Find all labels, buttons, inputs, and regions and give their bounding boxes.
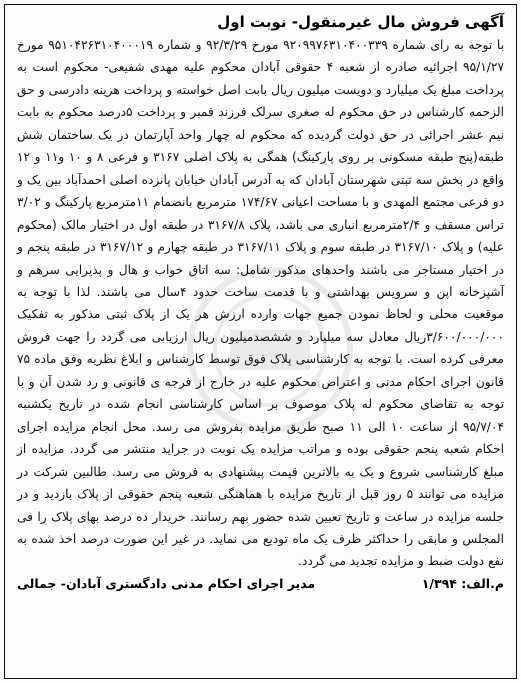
notice-signature: مدیر اجرای احکام مدنی دادگستری آبادان- جمالی [17,575,316,591]
notice-footer [17,573,504,595]
notice-reference: م.الف: ۱/۳۹۴ [421,575,504,591]
notice-frame [4,4,517,679]
notice-body: با توجه به رای شماره ۹۲۰۹۹۷۶۳۱۰۴۰۰۳۳۹ مورخ ۹۲/۳/۲۹ و شماره ۹۵۱۰۴۲۶۳۱۰۴۰۰۰۱۹ مورخ ۹۵/۱/۲۷ اجرائیه صادره از شعبه ۴ حقوقی آبادان محکوم علیه مهدی شفیعی- محکوم است به پرداخت مبلغ یک میلیارد و دویست میلیون ریال بابت اصل خواسته و پرداخت هزینه دادرسی و حق الزحمه کارشناس در حق محکوم له صغری سرلک فرزند قمبر و پرداخت ۵درصد محکوم به بابت نیم عشر اجرائی در حق دولت گردیده که محکوم له چهار واحد آپارتمان در یک ساختمان شش طبقه(پنج طبقه مسکونی بر روی پارکینگ) همگی به پلاک اصلی ۳۱۶۷ و فرعی ۸ و ۱۰ و۱۱ و ۱۲ واقع در بخش سه ثبتی شهرستان آبادان که به آدرس آبادان خیابان پانزده اصلی احمدآباد بین یک و دو فرعی مجتمع المهدی و با مساحت اعیانی ۱۷۴/۶۷ مترمربع بانضمام ۱۱مترمربع پارکینگ و ۳/۰۲ تراس مسقف و ۲/۴مترمربع انباری می باشد، پلاک ۳۱۶۷/۸ در طبقه اول در اختیار مالک (محکوم علیه) و پلاک ۳۱۶۷/۱۰ در طبقه سوم و پلاک ۳۱۶۷/۱۱ در طبقه چهارم و ۳۱۶۷/۱۲ در طبقه پنجم و در اختیار مستاجر می باشند واحدهای مذکور شامل: سه اتاق خواب و هال و پذیرایی سرهم و آشپزخانه اپن و سرویس بهداشتی و با قدمت ساخت حدود ۴سال می باشند. لذا با توجه به موقعیت محلی و لحاظ نمودن جمیع جهات وارده ارزش هر یک از پلاک ثبتی مذکور به تفکیک ۳/۶۰۰/۰۰۰/۰۰۰ریال معادل سه میلیارد و ششصدمیلیون ریال ارزیابی می گردد را جهت فروش معرفی کرده است. با توجه به کارشناسی پلاک فوق توسط کارشناس و ابلاغ نظریه وفق ماده ۷۵ قانون اجرای احکام مدنی و اعتراض محکوم علیه در خارج از فرجه ی قانونی و رد شدن آن و با توجه به تقاضای محکوم له پلاک موصوف بر اساس کارشناسی انجام شده در تاریخ یکشنبه ۹۵/۷/۰۴ از ساعت ۱۰ الی ۱۱ صبح طریق مزایده بفروش می رسد. محل انجام مزایده اجرای احکام شعبه پنجم حقوقی بوده و مراتب مزایده یک نوبت در جراید منتشر می گردد. مزایده از مبلغ کارشناسی شروع و یک به بالاترین قیمت پیشنهادی به فروش می رسد. طالبین شرکت در مزایده می توانند ۵ روز قبل از تاریخ مزایده با هماهنگی شعبه پنجم حقوقی از پلاک بازدید و در جلسه مزایده در ساعت و تاریخ تعیین شده حضور بهم رسانند. خریدار ده درصد بهای پلاک را فی المجلس و مابقی را حداکثر ظرف یک ماه تودیع می نماید. در غیر این صورت درصد اخذ شده به نفع دولت ضبط و مزایده تجدید می گردد. [17,38,505,569]
notice-title: آگهی فروش مال غیرمنقول- نوبت اول [217,13,504,31]
